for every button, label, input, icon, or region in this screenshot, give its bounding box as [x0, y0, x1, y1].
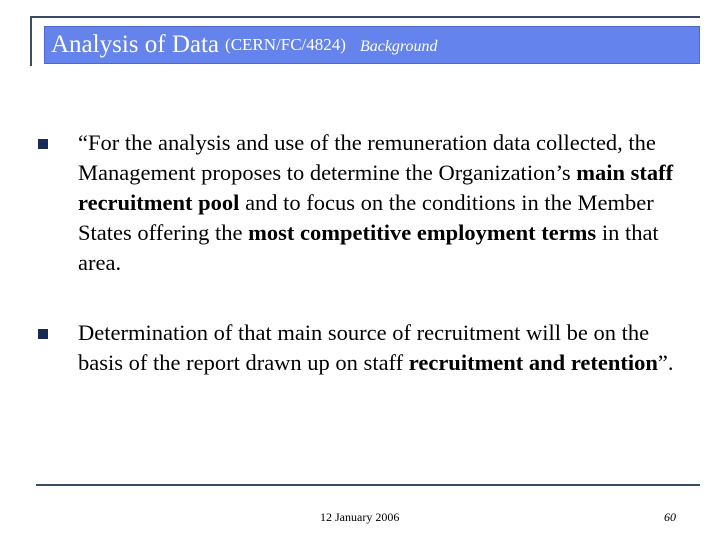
- bullet-item-2: [38, 318, 688, 378]
- slide-title-reference: (CERN/FC/4824): [225, 35, 346, 54]
- footer-date: 12 January 2006: [320, 510, 400, 524]
- bullet-text-2: [78, 318, 680, 378]
- bullet-2-text-a: Determination of that main source of recruitment will be on the basis of the report drawn up on staff: [78, 320, 650, 375]
- bullet-1-text-a: “For the analysis and use of the remuneration data collected, the Management proposes to determine the Organization’s: [78, 130, 656, 185]
- title-bar: [44, 26, 700, 64]
- bullet-1-bold-a: main staff recruitment pool: [78, 160, 674, 215]
- bullet-1-bold-b: most competitive employment terms: [248, 220, 597, 245]
- title-frame-left-rule: [30, 16, 32, 66]
- square-bullet-icon: [38, 139, 48, 149]
- slide-subtitle: Background: [359, 38, 438, 55]
- bullet-1-text-c: in that area.: [78, 220, 659, 275]
- bullet-1-text-b: and to focus on the conditions in the Member States offering the: [78, 190, 654, 245]
- bullet-text-1: [78, 128, 680, 278]
- slide-title: Analysis of Data: [51, 31, 220, 58]
- page-number: 60: [664, 510, 676, 524]
- bullet-2-bold-a: recruitment and retention: [408, 350, 658, 375]
- title-frame-top-rule: [30, 16, 700, 18]
- footer-rule: [36, 484, 700, 486]
- bullet-item-1: [38, 128, 688, 278]
- square-bullet-icon: [38, 329, 48, 339]
- bullet-2-text-b: ”.: [657, 350, 674, 375]
